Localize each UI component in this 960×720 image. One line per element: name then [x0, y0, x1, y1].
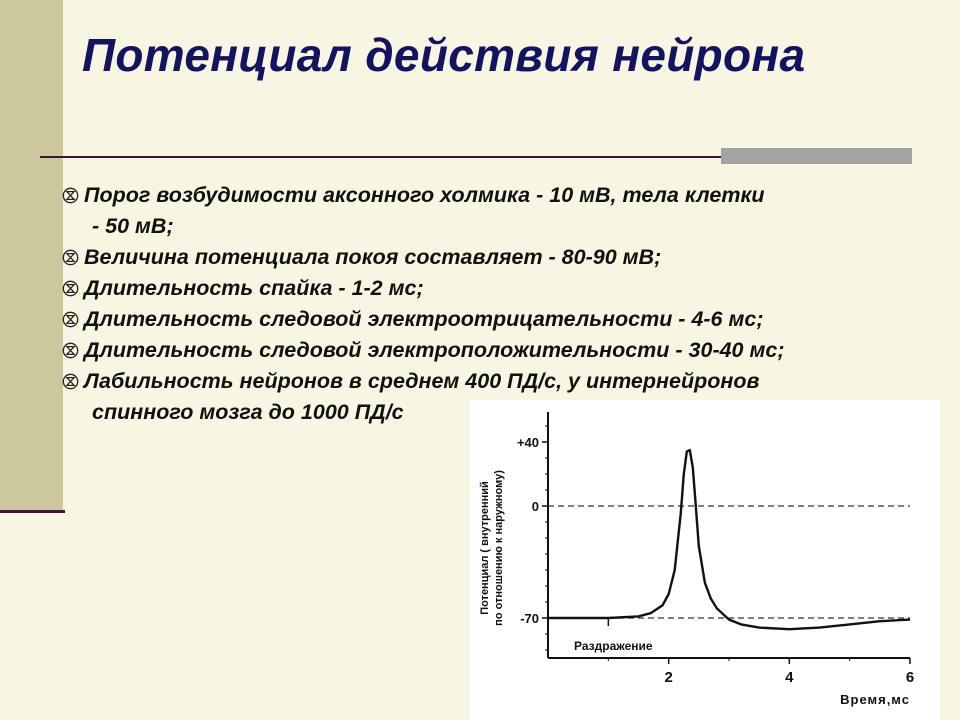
hourglass-icon [62, 304, 84, 335]
hourglass-icon [62, 273, 84, 304]
x-tick-label: 6 [905, 669, 915, 686]
bullet-item [62, 304, 952, 335]
bullet-text: Длительность следовой электроотрицательности - 4-6 мс; [84, 307, 764, 331]
slide-title: Потенциал действия нейрона [82, 29, 806, 81]
title-divider-accent [721, 148, 912, 164]
bullet-continuation: - 50 мВ; [92, 214, 174, 238]
action-potential-curve [548, 450, 910, 629]
x-tick-label: 4 [785, 669, 794, 686]
stimulus-label: Раздражение [574, 639, 653, 653]
y-tick-label: +40 [516, 435, 539, 450]
bullet-text: Величина потенциала покоя составляет - 80-90 мВ; [84, 245, 662, 269]
bullet-item [62, 242, 952, 273]
hourglass-icon [62, 242, 84, 273]
hourglass-icon [62, 180, 84, 211]
y-tick-label: -70 [520, 611, 539, 626]
bullet-text: Лабильность нейронов в среднем 400 ПД/с, у интернейронов [84, 369, 760, 393]
bullet-item [62, 273, 952, 304]
bullet-text: Длительность следовой электроположительности - 30-40 мс; [84, 338, 785, 362]
left-decor-bar [0, 0, 63, 512]
bullet-item [62, 180, 952, 242]
x-tick-label: 2 [664, 669, 673, 686]
hourglass-icon [62, 366, 84, 397]
action-potential-chart [470, 400, 940, 720]
bullet-item [62, 335, 952, 366]
bullet-text: Порог возбудимости аксонного холмика - 10 мВ, тела клетки [84, 183, 765, 207]
bullet-continuation: спинного мозга до 1000 ПД/с [92, 400, 404, 424]
y-axis-label: Потенциал ( внутренний [479, 481, 491, 615]
bullet-text: Длительность спайка - 1-2 мс; [84, 276, 424, 300]
y-axis-label: по отношению к наружному) [493, 470, 505, 626]
left-decor-edge [0, 510, 65, 513]
bullet-list [62, 180, 952, 428]
hourglass-icon [62, 335, 84, 366]
y-tick-label: 0 [531, 499, 539, 514]
x-axis-label: Время,мс [840, 692, 910, 707]
